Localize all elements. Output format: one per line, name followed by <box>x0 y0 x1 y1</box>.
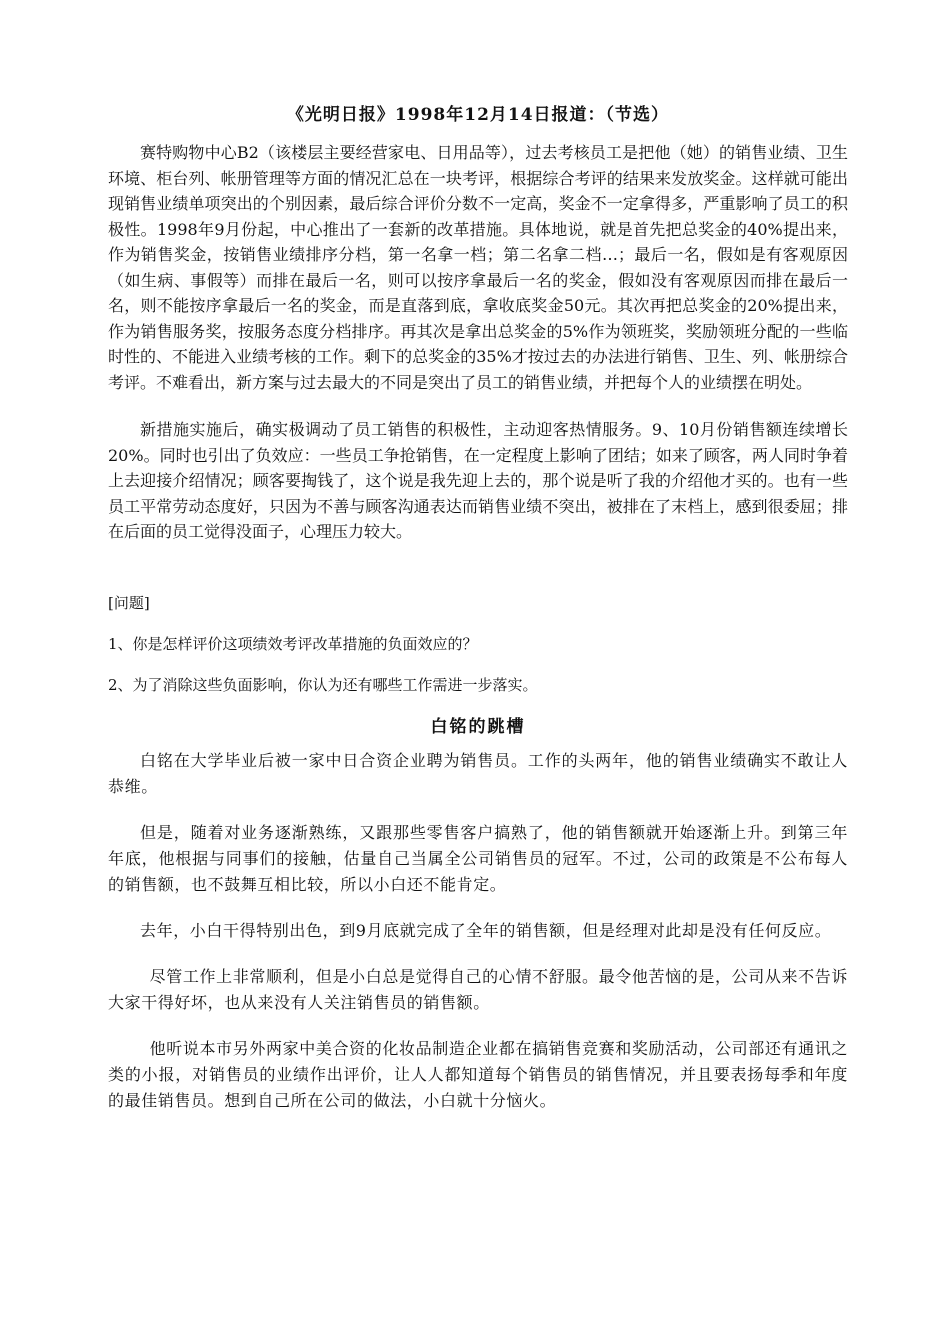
article-title-guangming: 《光明日报》1998年12月14日报道：（节选） <box>286 105 670 125</box>
paragraph: 去年，小白干得特别出色，到9月底就完成了全年的销售额，但是经理对此却是没有任何反应。 <box>140 920 832 940</box>
question-item: 2、为了消除这些负面影响，你认为还有哪些工作需进一步落实。 <box>108 675 538 694</box>
spacer <box>108 944 848 964</box>
spacer <box>108 1016 848 1036</box>
article-title-baiming: 白铭的跳槽 <box>430 716 526 737</box>
paragraph: 他听说本市另外两家中美合资的化妆品制造企业都在搞销售竞赛和奖励活动，公司部还有通讯之类的小报，对销售员的业绩作出评价，让人人都知道每个销售员的销售情况，并且要表扬每季和年度的最佳销售员。想到自己所在公司的做法，小白就十分恼火。 <box>108 1038 848 1110</box>
document-page <box>108 100 848 1114</box>
spacer <box>108 616 848 632</box>
spacer <box>108 800 848 820</box>
question-item: 1、你是怎样评价这项绩效考评改革措施的负面效应的？ <box>108 634 478 653</box>
paragraph: 新措施实施后，确实极调动了员工销售的积极性，主动迎客热情服务。9、10月份销售额连续增长20%。同时也引出了负效应：一些员工争抢销售，在一定程度上影响了团结；如来了顾客，两人同时争着上去迎接介绍情况；顾客要掏钱了，这个说是我先迎上去的，那个说是听了我的介绍他才买的。也有一些员工平常劳动态度好，只因为不善与顾客沟通表达而销售业绩不突出，被排在了末档上，感到很委屈；排在后面的员工觉得没面子，心理压力较大。 <box>108 420 848 541</box>
paragraph: 尽管工作上非常顺利，但是小白总是觉得自己的心情不舒服。最令他苦恼的是，公司从来不告诉大家干得好坏，也从来没有人关注销售员的销售额。 <box>108 966 848 1012</box>
questions-heading: [问题] <box>108 593 150 612</box>
paragraph: 赛特购物中心B2（该楼层主要经营家电、日用品等），过去考核员工是把他（她）的销售业绩、卫生环境、柜台列、帐册管理等方面的情况汇总在一块考评，根据综合考评的结果来发放奖金。这样就可能出现销售业绩单项突出的个别因素，最后综合评价分数不一定高，奖金不一定拿得多，严重影响了员工的积极性。1998年9月份起，中心推出了一套新的改革措施。具体地说，就是首先把总奖金的40%提出来，作为销售奖金，按销售业绩排序分档，第一名拿一档；第二名拿二档…；最后一名，假如是有客观原因（如生病、事假等）而排在最后一名，则可以按序拿最后一名的奖金，假如没有客观原因而排在最后一名，则不能按序拿最后一名的奖金，而是直落到底，拿收底奖金50元。其次再把总奖金的20%提出来，作为销售服务奖，按服务态度分档排序。再其次是拿出总奖金的5%作为领班奖，奖励领班分配的一些临时性的、不能进入业绩考核的工作。剩下的总奖金的35%才按过去的办法进行销售、卫生、列、帐册综合考评。不难看出，新方案与过去最大的不同是突出了员工的销售业绩，并把每个人的业绩摆在明处。 <box>108 143 848 392</box>
spacer <box>108 898 848 918</box>
paragraph: 但是，随着对业务逐渐熟练，又跟那些零售客户搞熟了，他的销售额就开始逐渐上升。到第三年年底，他根据与同事们的接触，估量自己当属全公司销售员的冠军。不过，公司的政策是不公布每人的销售额，也不鼓舞互相比较，所以小白还不能肯定。 <box>108 822 848 894</box>
spacer <box>108 545 848 591</box>
spacer <box>108 657 848 673</box>
paragraph: 白铭在大学毕业后被一家中日合资企业聘为销售员。工作的头两年，他的销售业绩确实不敢让人恭维。 <box>108 750 848 796</box>
spacer <box>108 395 848 417</box>
